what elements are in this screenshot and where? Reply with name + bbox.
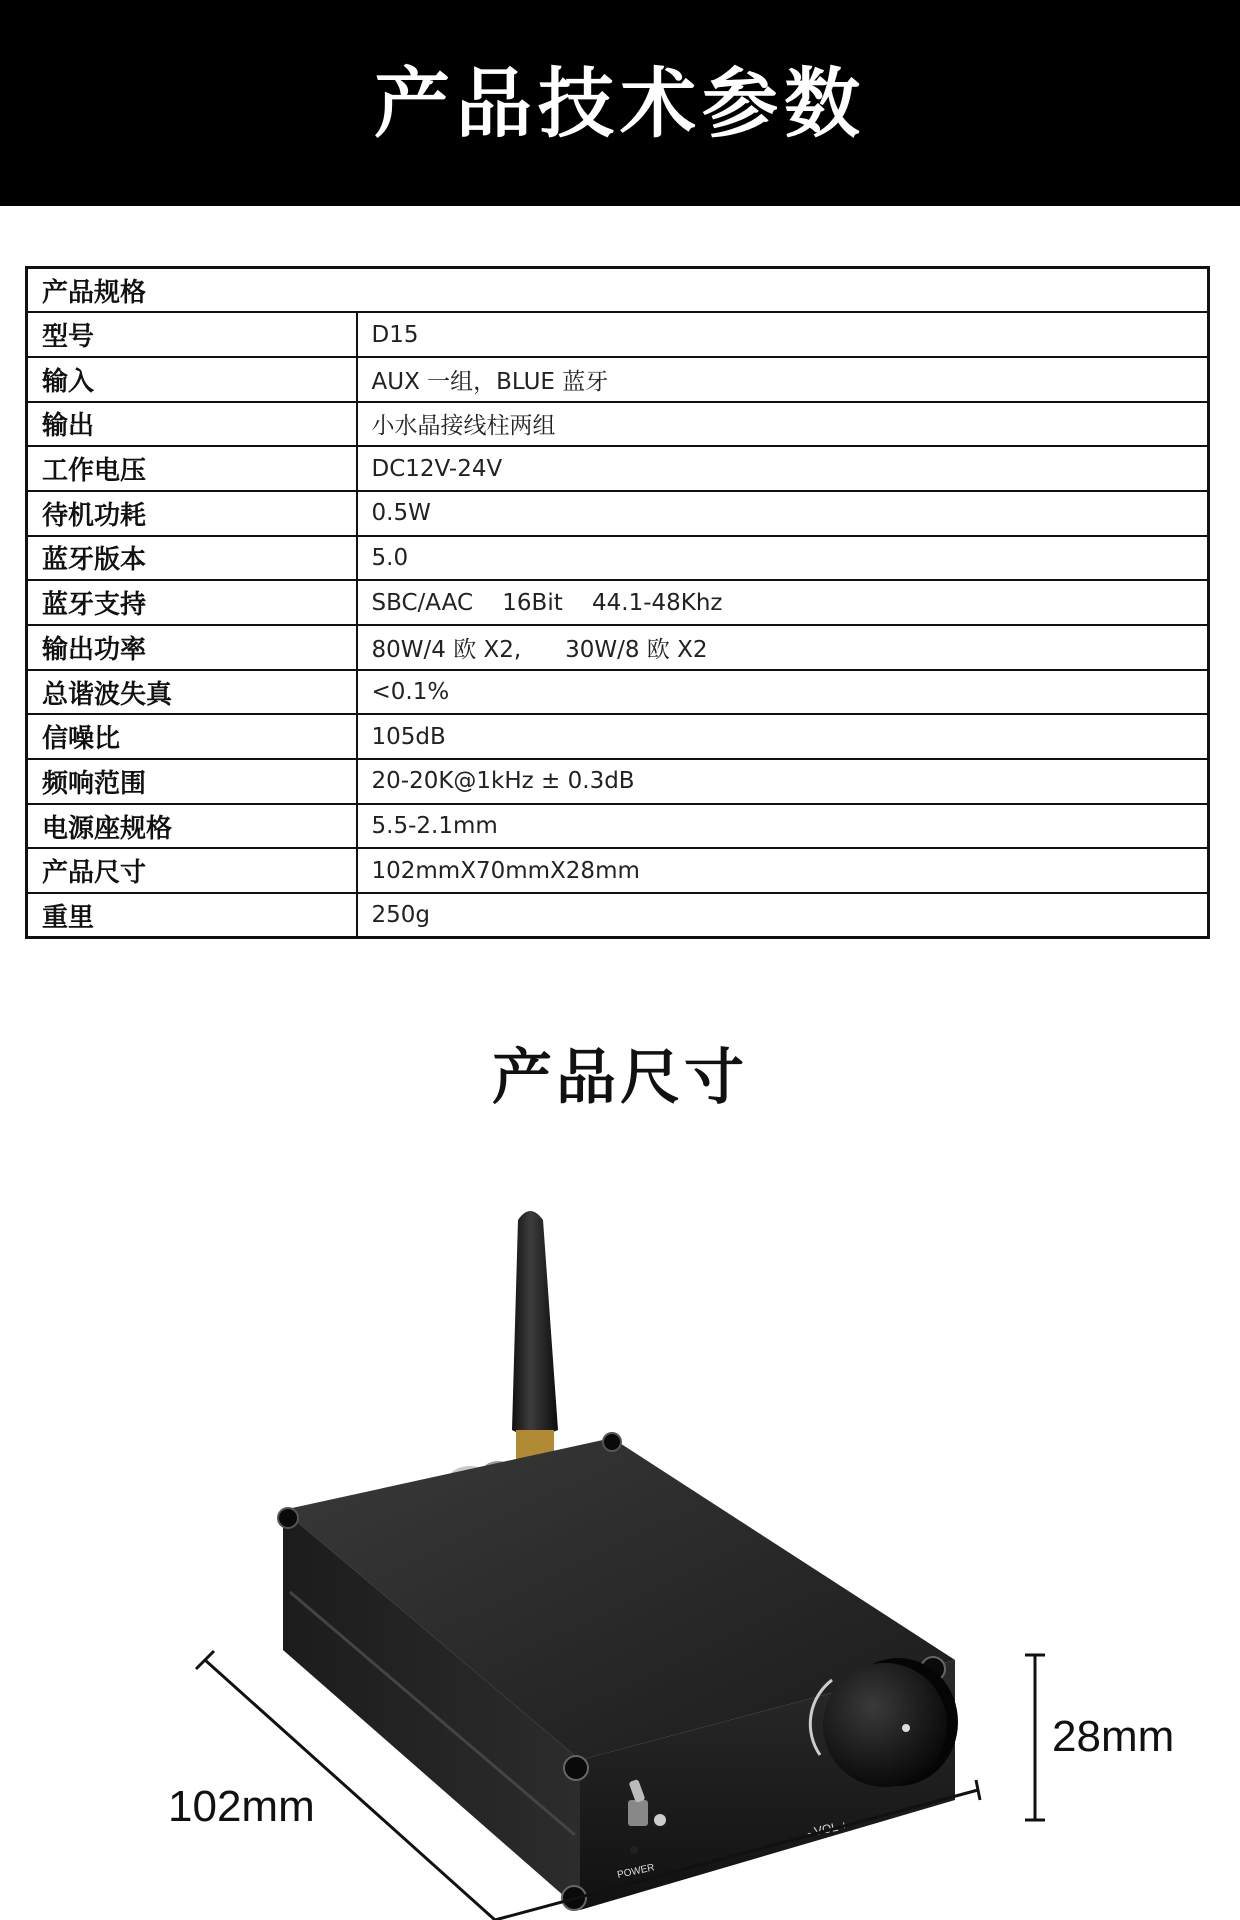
table-row [27,580,1209,625]
spec-value: 小水晶接线柱两组 [357,402,1209,447]
table-row [27,670,1209,715]
spec-key: 蓝牙支持 [27,580,357,625]
spec-key: 输出 [27,402,357,447]
spec-value: 20-20K@1kHz ± 0.3dB [357,759,1209,804]
spec-value: 250g [357,893,1209,938]
table-row [27,893,1209,938]
table-row [27,759,1209,804]
spec-key: 型号 [27,312,357,357]
antenna-icon [512,1211,558,1486]
spec-key: 产品尺寸 [27,848,357,893]
spec-table-heading: 产品规格 [27,268,1209,313]
height-dimension-line [1025,1655,1045,1820]
power-label: POWER [616,1862,656,1881]
spec-value: SBC/AAC 16Bit 44.1-48Khz [357,580,1209,625]
spec-value: 5.0 [357,536,1209,581]
page-header [0,0,1240,206]
spec-value: DC12V-24V [357,446,1209,491]
spec-table [25,266,1210,939]
table-row [27,804,1209,849]
spec-value: <0.1% [357,670,1209,715]
table-row [27,714,1209,759]
page-title: 产品技术参数 [374,58,866,148]
table-row [27,402,1209,447]
spec-key: 总谐波失真 [27,670,357,715]
table-row [27,357,1209,402]
spec-table-heading-row [27,268,1209,313]
spec-value: D15 [357,312,1209,357]
spec-value: 105dB [357,714,1209,759]
table-row [27,312,1209,357]
spec-key: 输出功率 [27,625,357,670]
spec-key: 输入 [27,357,357,402]
table-row [27,625,1209,670]
volume-label: - VOL + [805,1817,849,1840]
dimensions-title: 产品尺寸 [492,1043,748,1113]
spec-key: 待机功耗 [27,491,357,536]
spec-key: 蓝牙版本 [27,536,357,581]
spec-value: 5.5-2.1mm [357,804,1209,849]
table-row [27,446,1209,491]
table-row [27,848,1209,893]
spec-value: AUX 一组，BLUE 蓝牙 [357,357,1209,402]
spec-value: 80W/4 欧 X2, 30W/8 欧 X2 [357,625,1209,670]
spec-key: 信噪比 [27,714,357,759]
spec-key: 重里 [27,893,357,938]
height-label: 28mm [1052,1712,1175,1761]
length-label: 102mm [168,1782,315,1831]
table-row [27,491,1209,536]
table-row [27,536,1209,581]
spec-value: 0.5W [357,491,1209,536]
spec-value: 102mmX70mmX28mm [357,848,1209,893]
spec-key: 工作电压 [27,446,357,491]
spec-key: 频响范围 [27,759,357,804]
spec-key: 电源座规格 [27,804,357,849]
